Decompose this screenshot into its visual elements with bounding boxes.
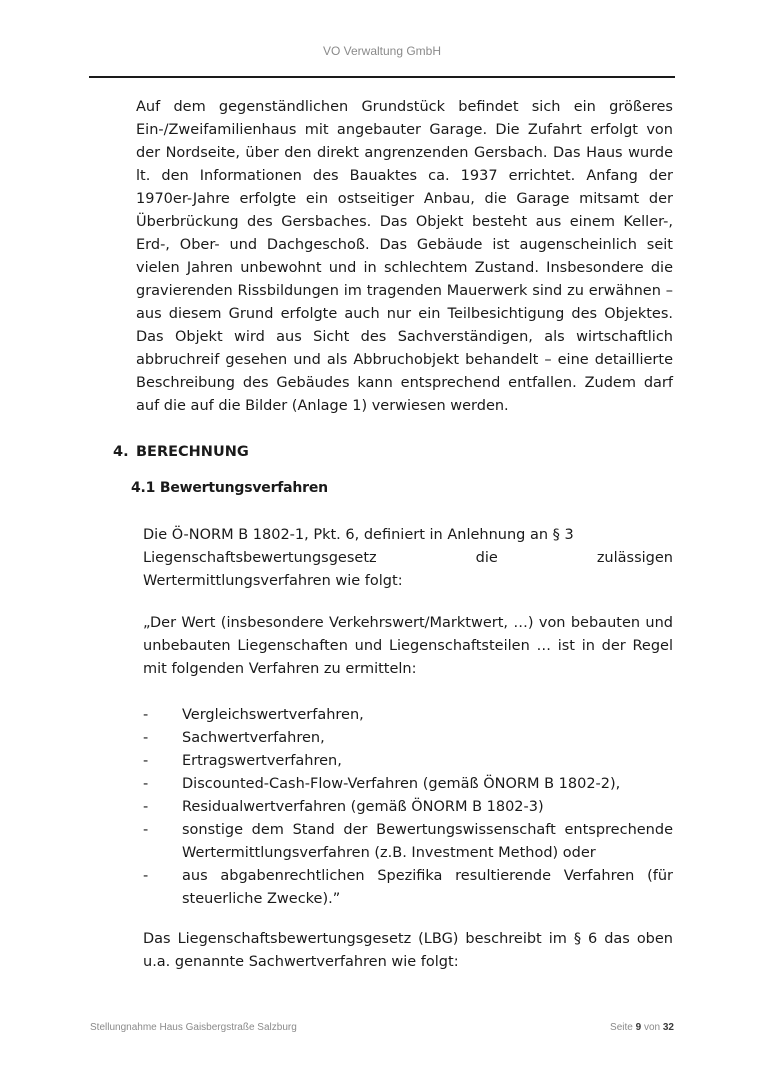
list-item	[143, 773, 673, 796]
page-separator: von	[643, 1022, 661, 1033]
list-item-text: Vergleichswertverfahren,	[182, 707, 364, 723]
list-item-text: Residualwertverfahren (gemäß ÖNORM B 1802-3)	[182, 799, 544, 815]
list-dash: -	[143, 753, 149, 769]
procedure-list	[143, 704, 673, 911]
footer-document-title: Stellungnahme Haus Gaisbergstraße Salzburg	[90, 1022, 297, 1033]
list-item	[143, 704, 673, 727]
norm-word: Liegenschaftsbewertungsgesetz	[143, 550, 377, 566]
norm-word: zulässigen	[596, 550, 673, 566]
list-item-text: Ertragswertverfahren,	[182, 753, 342, 769]
list-item-text: Sachwertverfahren,	[182, 730, 325, 746]
page-label: Seite	[610, 1022, 633, 1033]
norm-paragraph	[143, 524, 673, 593]
page-header-title: VO Verwaltung GmbH	[322, 44, 442, 58]
list-dash: -	[143, 822, 149, 838]
norm-word: die	[475, 550, 498, 566]
list-item-text: aus abgabenrechtlichen Spezifika resultierende Verfahren (für steuerliche Zwecke).”	[182, 868, 673, 907]
section-number: 4.	[113, 444, 129, 460]
footer-page-number	[610, 1022, 674, 1033]
list-item	[143, 750, 673, 773]
list-dash: -	[143, 799, 149, 815]
section-title: BERECHNUNG	[136, 444, 249, 460]
norm-paragraph-line-3: Wertermittlungsverfahren wie folgt:	[143, 573, 403, 589]
list-item-text: sonstige dem Stand der Bewertungswissenschaft entsprechende Wertermittlungsverfahren (z.B. Investment Method) oder	[182, 822, 673, 861]
section-heading-4	[113, 444, 249, 460]
lbg-paragraph: Das Liegenschaftsbewertungsgesetz (LBG) beschreibt im § 6 das oben u.a. genannte Sachwertverfahren wie folgt:	[143, 931, 673, 970]
list-item	[143, 796, 673, 819]
quote-paragraph: „Der Wert (insbesondere Verkehrswert/Marktwert, …) von bebauten und unbebauten Liegenschaften und Liegenschaftsteilen … ist in der Regel mit folgenden Verfahren zu ermitteln:	[143, 615, 673, 677]
list-dash: -	[143, 868, 149, 884]
list-item	[143, 865, 673, 911]
list-item	[143, 727, 673, 750]
subsection-heading-4-1: 4.1 Bewertungsverfahren	[131, 480, 328, 496]
list-item	[143, 819, 673, 865]
current-page: 9	[635, 1022, 642, 1033]
header-divider	[89, 76, 675, 78]
norm-paragraph-line-1: Die Ö-NORM B 1802-1, Pkt. 6, definiert in Anlehnung an § 3	[143, 527, 574, 543]
list-dash: -	[143, 730, 149, 746]
list-dash: -	[143, 707, 149, 723]
total-pages: 32	[662, 1022, 674, 1033]
list-item-text: Discounted-Cash-Flow-Verfahren (gemäß ÖNORM B 1802-2),	[182, 776, 621, 792]
description-paragraph: Auf dem gegenständlichen Grundstück befindet sich ein größeres Ein-/Zweifamilienhaus mit angebauter Garage. Die Zufahrt erfolgt von der Nordseite, über den direkt angrenzenden Gersbach. Das Haus wurde lt. den Informationen des Bauaktes ca. 1937 errichtet. Anfang der 1970er-Jahre erfolgte ein ostseitiger Anbau, die Garage mitsamt der Überbrückung des Gersbaches. Das Objekt besteht aus einem Keller-, Erd-, Ober- und Dachgeschoß. Das Gebäude ist augenscheinlich seit vielen Jahren unbewohnt und in schlechtem Zustand. Insbesondere die gravierenden Rissbildungen im tragenden Mauerwerk sind zu erwähnen – aus diesem Grund erfolgte auch nur ein Teilbesichtigung des Objektes. Das Objekt wird aus Sicht des Sachverständigen, als wirtschaftlich abbruchreif gesehen und als Abbruchobjekt behandelt – eine detaillierte Beschreibung des Gebäudes kann entsprechend entfallen. Zudem darf auf die auf die Bilder (Anlage 1) verwiesen werden.	[136, 99, 673, 414]
list-dash: -	[143, 776, 149, 792]
norm-paragraph-line-2	[143, 547, 673, 570]
